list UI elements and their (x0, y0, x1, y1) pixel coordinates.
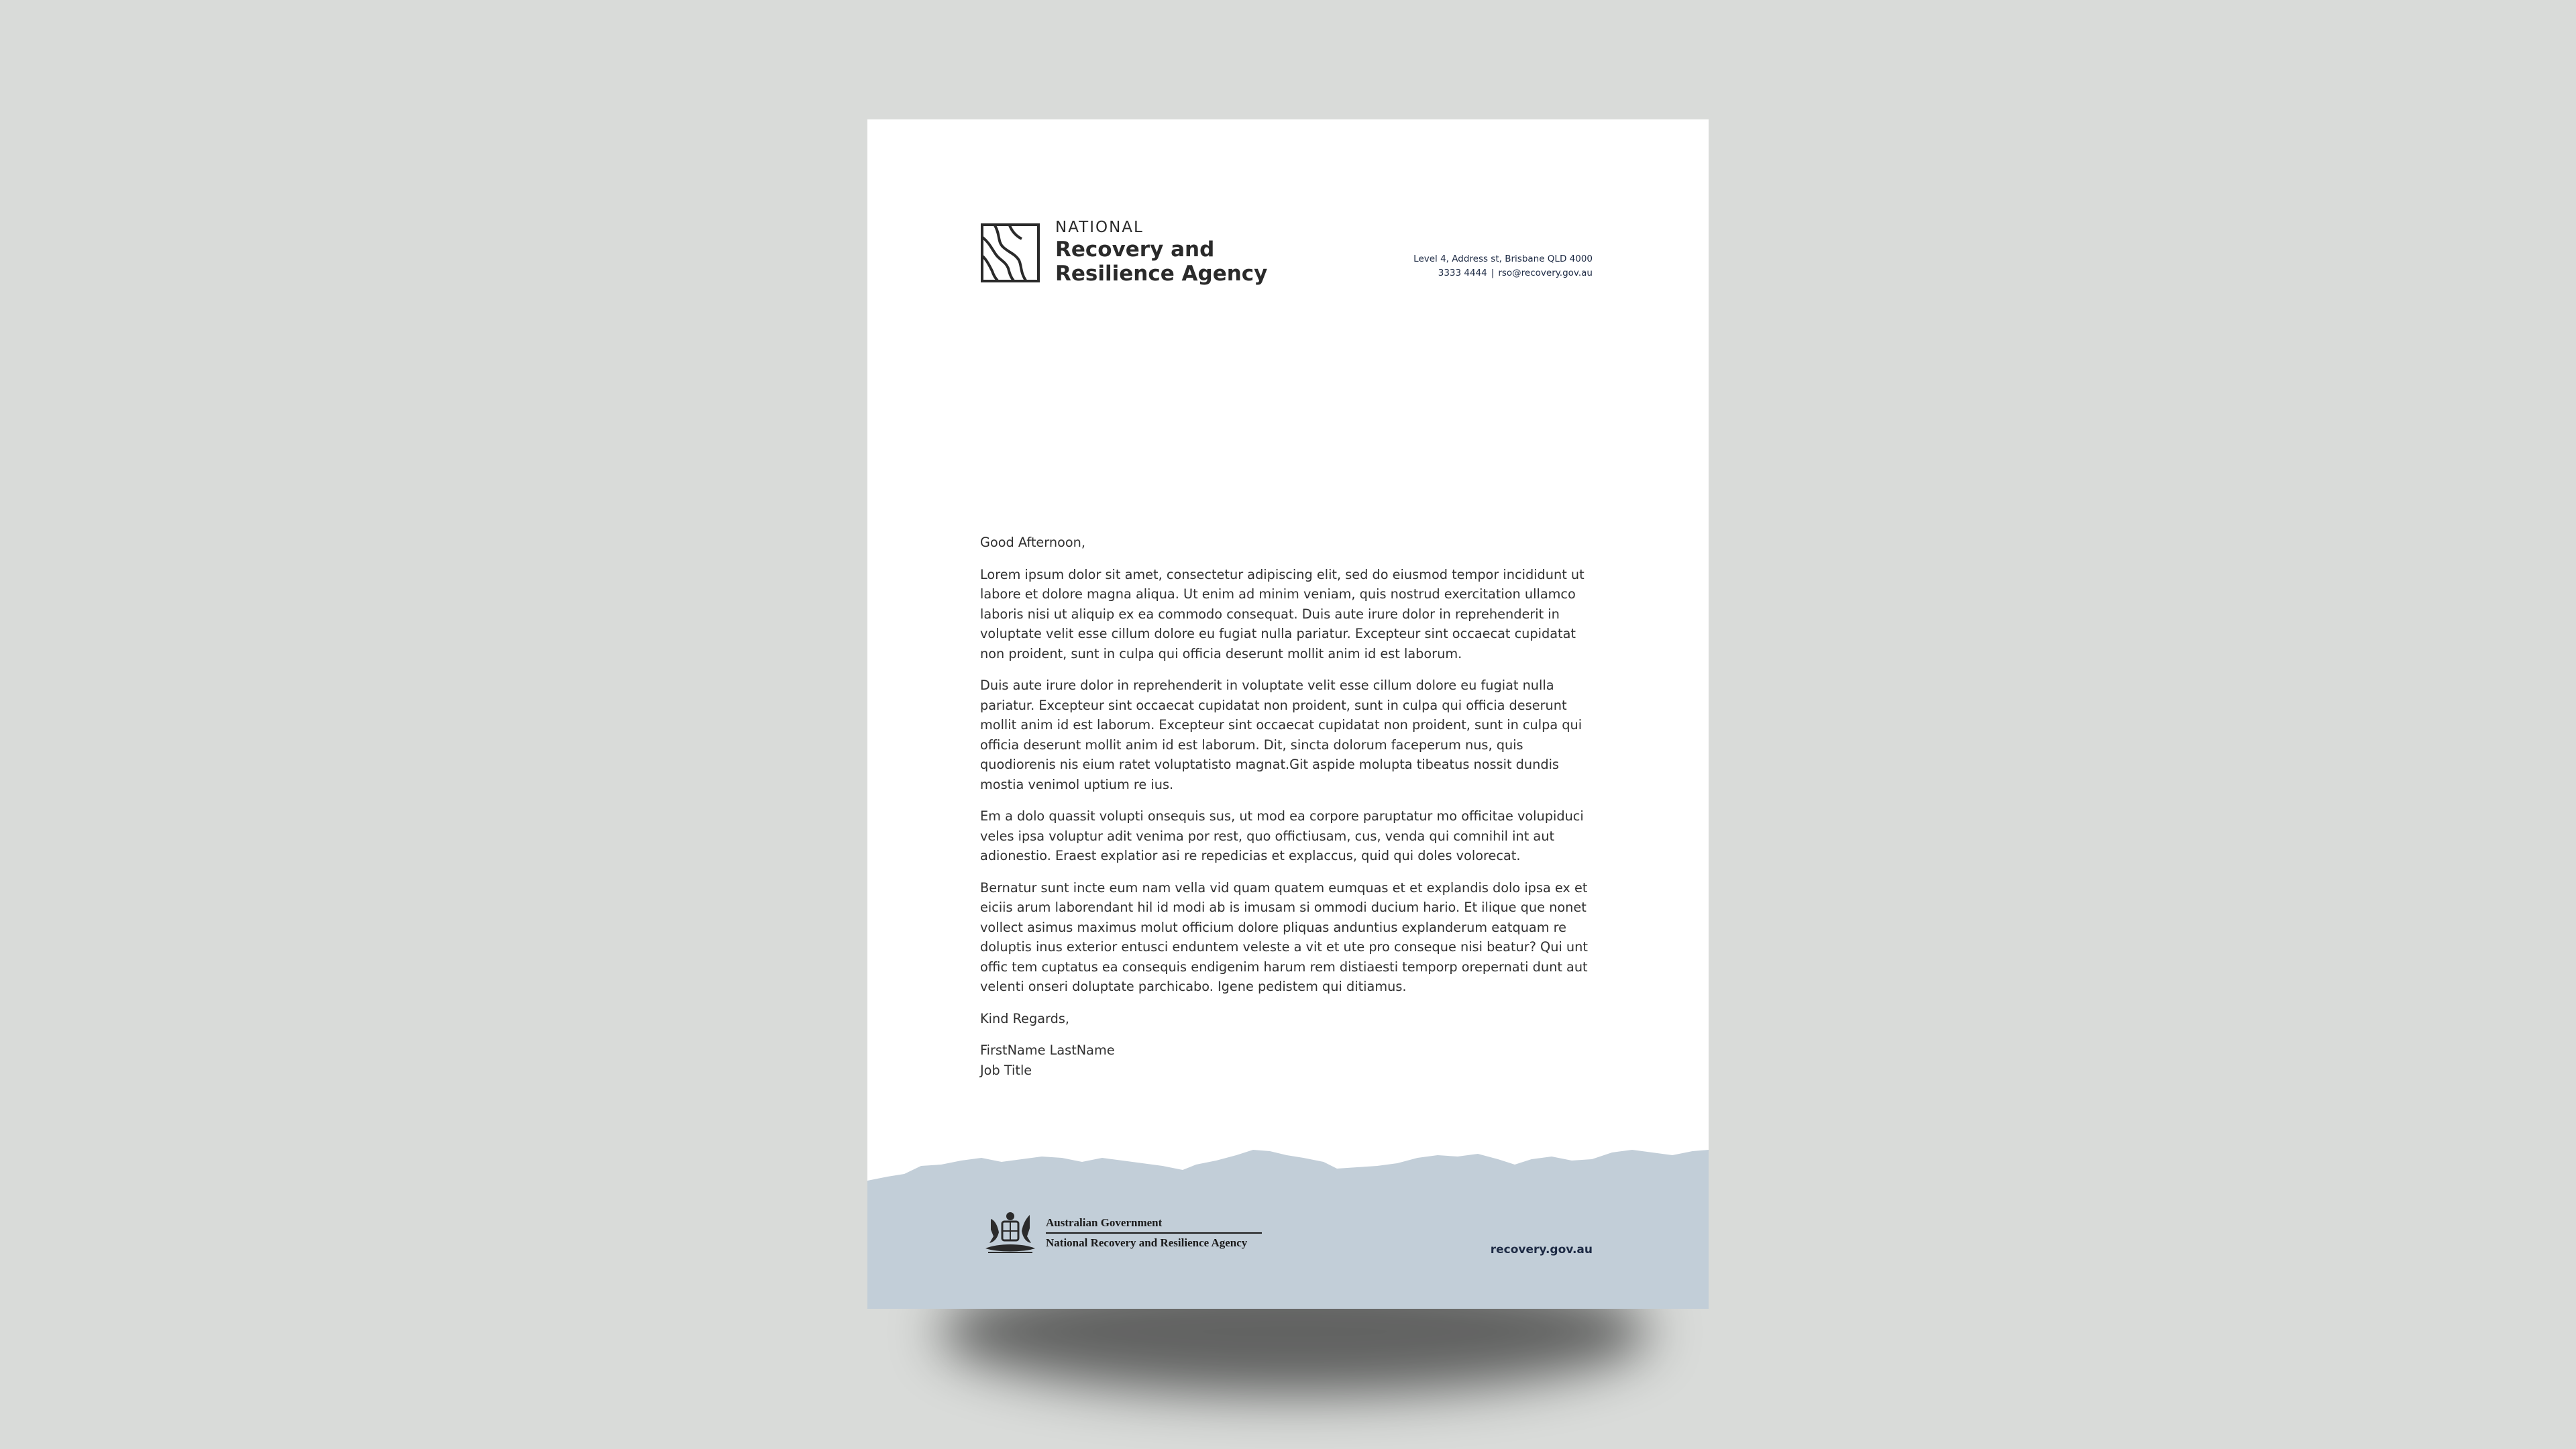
government-branding (981, 1210, 1262, 1256)
signature-block (980, 1040, 1597, 1080)
paragraph-3: Em a dolo quassit volupti onsequis sus, ut mod ea corpore paruptatur mo officitae volupiduci veles ipsa voluptur adit venima por rest, quo offictiusam, cus, venda qui comnihil int aut adionestio. Eraest explatior asi re repedicias et explaccus, quid qui doles volorecat. (980, 808, 1584, 863)
greeting: Good Afternoon, (980, 535, 1086, 550)
gov-line-australian-government: Australian Government (1046, 1216, 1262, 1234)
email: rso@recovery.gov.au (1498, 268, 1593, 278)
agency-logo (980, 217, 1267, 286)
phone: 3333 4444 (1438, 268, 1487, 278)
logo-line-recovery: Recovery and (1055, 237, 1215, 262)
closing: Kind Regards, (980, 1010, 1070, 1026)
signatory-title: Job Title (980, 1062, 1032, 1078)
contact-separator: | (1491, 268, 1495, 278)
contact-block (1413, 252, 1593, 280)
map-outline-icon (980, 223, 1040, 283)
website-link[interactable]: recovery.gov.au (1490, 1243, 1593, 1256)
signatory-name: FirstName LastName (980, 1042, 1115, 1058)
letterhead-page (867, 119, 1709, 1309)
paragraph-1: Lorem ipsum dolor sit amet, consectetur adipiscing elit, sed do eiusmod tempor incididunt ut labore et dolore magna aliqua. Ut enim ad minim veniam, quis nostrud exercitation ullamco laboris nisi ut aliquip ex ea commodo consequat. Duis aute irure dolor in reprehenderit in voluptate velit esse cillum dolore eu fugiat nulla pariatur. Excepteur sint occaecat cupidatat non proident, sunt in culpa qui officia deserunt mollit anim id est laborum. (980, 566, 1585, 661)
logo-line-national: NATIONAL (1055, 219, 1144, 236)
logo-line-resilience: Resilience Agency (1055, 262, 1268, 286)
paragraph-4: Bernatur sunt incte eum nam vella vid quam quatem eumquas et et explandis dolo ipsa ex et eiciis arum laborendant hil id modi ab is imusam si ommodi ducium hario. Et ilique que nonet vollect asimus maximus molut officium dolore pliquas anduntius explanderum eatquam re doluptis inus exterior entusci enduntem veleste a vit et ute pro conseque nisi beatur? Qui unt offic tem cuptatus ea consequis endigenim harum rem distiaesti temporp orepernati dunt aut velenti onseri doluptate parchicabo. Igene pedistem qui ditiamus. (980, 879, 1588, 994)
address: Level 4, Address st, Brisbane QLD 4000 (1413, 254, 1593, 264)
coat-of-arms-icon (981, 1210, 1039, 1256)
paragraph-2: Duis aute irure dolor in reprehenderit in voluptate velit esse cillum dolore eu fugiat nulla pariatur. Excepteur sint occaecat cupidatat non proident, sunt in culpa qui officia deserunt mollit anim id est laborum. Excepteur sint occaecat cupidatat non proident, sunt in culpa qui officia deserunt mollit anim id est laborum. Dit, sincta dolorum faceperum nus, quis quodiorenis nis eium ratet voluptatisto magnat.Git aspide molupta tibeatus nossit dundis mostia venimol uptium re ius. (980, 678, 1582, 792)
letter-body (980, 533, 1597, 1080)
gov-line-agency: National Recovery and Resilience Agency (1046, 1236, 1248, 1249)
